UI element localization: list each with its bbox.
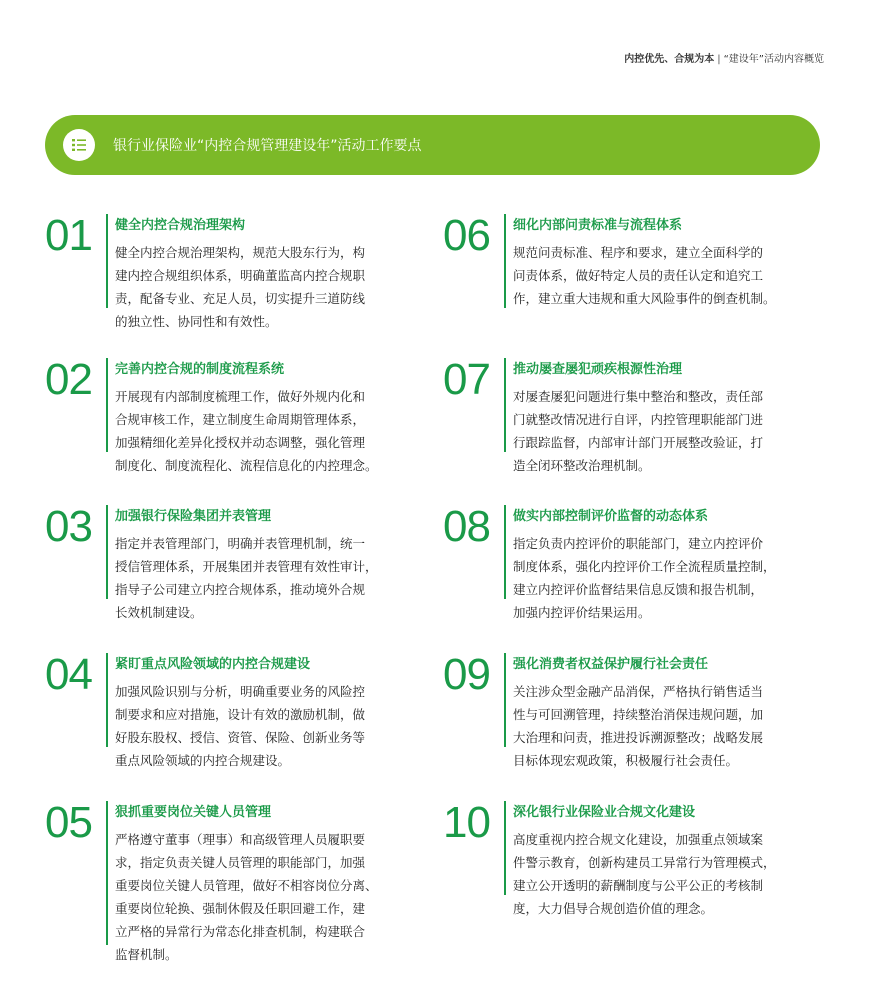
page-header (624, 50, 824, 65)
item-title: 紧盯重点风险领域的内控合规建设 (115, 657, 311, 672)
item-divider (106, 358, 108, 452)
body-line: 大治理和问责，推进投诉溯源整改；战略发展 (513, 730, 764, 745)
body-line: 行跟踪监督，内部审计部门开展整改验证，打 (513, 435, 764, 450)
item-divider (504, 214, 506, 308)
body-line: 制要求和应对措施，设计有效的激励机制，做 (115, 707, 366, 722)
item-title: 深化银行业保险业合规文化建设 (513, 805, 696, 820)
header-section-title: “建设年”活动内容概览 (723, 54, 824, 65)
item-body (115, 241, 445, 333)
banner-title: 银行业保险业“内控合规管理建设年”活动工作要点 (113, 138, 422, 154)
body-line: 门就整改情况进行自评，内控管理职能部门进 (513, 412, 764, 427)
body-line: 建内控合规组织体系，明确董监高内控合规职 (115, 268, 366, 283)
item-title: 做实内部控制评价监督的动态体系 (513, 509, 709, 524)
header-slogan: 内控优先、合规为本 (624, 54, 715, 65)
body-line: 规范问责标准、程序和要求，建立全面科学的 (513, 245, 764, 260)
item-title: 推动屡查屡犯顽疾根源性治理 (513, 362, 683, 377)
header-separator: | (717, 54, 721, 65)
body-line: 造全闭环整改治理机制。 (513, 458, 651, 473)
item-body (513, 680, 843, 772)
item-divider (106, 214, 108, 308)
body-line: 性与可回溯管理，持续整治消保违规问题，加 (513, 707, 764, 722)
body-line: 问责体系，做好特定人员的责任认定和追究工 (513, 268, 764, 283)
item-number: 08 (443, 502, 490, 551)
item-body (513, 828, 843, 920)
item-number: 10 (443, 798, 490, 847)
body-line: 高度重视内控合规文化建设，加强重点领域案 (513, 832, 764, 847)
body-line: 关注涉众型金融产品消保，严格执行销售适当 (513, 684, 764, 699)
body-line: 加强风险识别与分析，明确重要业务的风险控 (115, 684, 366, 699)
item-number: 01 (45, 211, 92, 260)
body-line: 健全内控合规治理架构，规范大股东行为，构 (115, 245, 366, 260)
body-line: 立严格的异常行为常态化排查机制，构建联合 (115, 924, 366, 939)
body-line: 责，配备专业、充足人员，切实提升三道防线 (115, 291, 366, 306)
body-line: 重要岗位关键人员管理，做好不相容岗位分离、 (115, 878, 378, 893)
body-line: 重要岗位轮换、强制休假及任职回避工作，建 (115, 901, 366, 916)
body-line: 对屡查屡犯问题进行集中整治和整改，责任部 (513, 389, 764, 404)
body-line: 制度化、制度流程化、流程信息化的内控理念。 (115, 458, 378, 473)
body-line: 件警示教育，创新构建员工异常行为管理模式， (513, 855, 776, 870)
item-body (513, 241, 843, 310)
item-divider (106, 505, 108, 599)
item-body (513, 385, 843, 477)
item-body (115, 385, 445, 477)
item-number: 02 (45, 355, 92, 404)
checklist-icon (63, 129, 95, 161)
item-number: 09 (443, 650, 490, 699)
item-divider (504, 358, 506, 452)
item-body (115, 680, 445, 772)
section-banner (45, 115, 820, 175)
body-line: 指定负责内控评价的职能部门，建立内控评价 (513, 536, 764, 551)
item-divider (106, 653, 108, 747)
body-line: 加强内控评价结果运用。 (513, 605, 651, 620)
item-title: 健全内控合规治理架构 (115, 218, 246, 233)
body-line: 目标体现宏观政策，积极履行社会责任。 (513, 753, 739, 768)
item-divider (504, 653, 506, 747)
item-number: 06 (443, 211, 490, 260)
body-line: 授信管理体系，开展集团并表管理有效性审计， (115, 559, 378, 574)
item-number: 03 (45, 502, 92, 551)
body-line: 制度体系，强化内控评价工作全流程质量控制， (513, 559, 776, 574)
body-line: 指定并表管理部门，明确并表管理机制，统一 (115, 536, 366, 551)
item-number: 07 (443, 355, 490, 404)
body-line: 建立公开透明的薪酬制度与公平公正的考核制 (513, 878, 764, 893)
item-title: 完善内控合规的制度流程系统 (115, 362, 285, 377)
item-title: 细化内部问责标准与流程体系 (513, 218, 683, 233)
body-line: 求，指定负责关键人员管理的职能部门，加强 (115, 855, 366, 870)
body-line: 开展现有内部制度梳理工作，做好外规内化和 (115, 389, 366, 404)
body-line: 的独立性、协同性和有效性。 (115, 314, 278, 329)
body-line: 加强精细化差异化授权并动态调整，强化管理 (115, 435, 366, 450)
item-title: 狠抓重要岗位关键人员管理 (115, 805, 272, 820)
item-body (513, 532, 843, 624)
item-divider (106, 801, 108, 945)
item-title: 强化消费者权益保护履行社会责任 (513, 657, 709, 672)
item-title: 加强银行保险集团并表管理 (115, 509, 272, 524)
body-line: 合规审核工作，建立制度生命周期管理体系， (115, 412, 366, 427)
body-line: 重点风险领域的内控合规建设。 (115, 753, 291, 768)
item-body (115, 828, 445, 966)
item-number: 05 (45, 798, 92, 847)
body-line: 指导子公司建立内控合规体系，推动境外合规 (115, 582, 366, 597)
item-divider (504, 505, 506, 599)
item-number: 04 (45, 650, 92, 699)
body-line: 长效机制建设。 (115, 605, 203, 620)
body-line: 作，建立重大违规和重大风险事件的倒查机制。 (513, 291, 776, 306)
item-body (115, 532, 445, 624)
body-line: 度，大力倡导合规创造价值的理念。 (513, 901, 714, 916)
body-line: 好股东股权、授信、资管、保险、创新业务等 (115, 730, 366, 745)
body-line: 监督机制。 (115, 947, 178, 962)
body-line: 严格遵守董事（理事）和高级管理人员履职要 (115, 832, 366, 847)
body-line: 建立内控评价监督结果信息反馈和报告机制， (513, 582, 764, 597)
item-divider (504, 801, 506, 895)
